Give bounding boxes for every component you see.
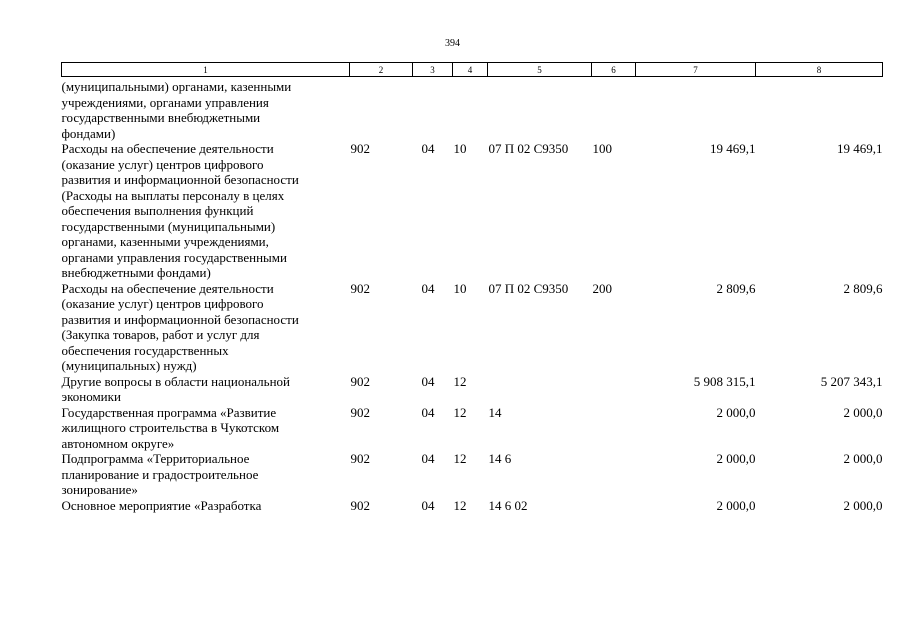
description-line: (Закупка товаров, работ и услуг для xyxy=(61,327,260,342)
description-line: органами управления государственными xyxy=(61,249,287,265)
expense-type-cell xyxy=(592,374,636,405)
description-cell xyxy=(62,77,350,142)
table-row xyxy=(62,451,883,498)
expense-type-cell: 200 xyxy=(592,280,612,296)
section-cell: 04 xyxy=(421,497,435,513)
description-line: развития и информационной безопасности xyxy=(61,311,299,327)
description-line: жилищного строительства в Чукотском xyxy=(61,420,280,435)
description-cell xyxy=(62,405,350,452)
description-cell xyxy=(62,141,350,281)
expense-type-cell: 100 xyxy=(592,141,612,156)
section-cell: 04 xyxy=(421,141,435,156)
section-cell: 04 xyxy=(421,404,435,420)
grbs-cell: 902 xyxy=(350,451,370,466)
header-col-3: 3 xyxy=(413,63,453,77)
description-line: Основное мероприятие «Разработка xyxy=(61,497,262,513)
target-article-cell: 14 6 xyxy=(488,451,512,466)
table-row xyxy=(62,77,883,142)
amount-year1-cell: 19 469,1 xyxy=(710,141,756,156)
amount-year1-cell: 2 000,0 xyxy=(716,497,756,513)
section-cell: 04 xyxy=(421,373,435,389)
description-line: обеспечения государственных xyxy=(61,342,229,358)
table-body xyxy=(62,77,883,514)
expense-type-cell xyxy=(592,405,636,452)
description-line: развития и информационной безопасности xyxy=(61,172,299,187)
subsection-cell: 12 xyxy=(453,497,467,513)
description-line: Расходы на обеспечение деятельности xyxy=(61,280,274,296)
grbs-cell: 902 xyxy=(350,280,370,296)
section-cell xyxy=(413,77,453,142)
table-row xyxy=(62,141,883,281)
description-line: (оказание услуг) центров цифрового xyxy=(61,296,264,311)
header-col-4: 4 xyxy=(453,63,488,77)
amount-year1-cell: 2 809,6 xyxy=(716,280,756,296)
description-line: (оказание услуг) центров цифрового xyxy=(61,156,264,172)
page-number: 394 xyxy=(445,38,460,49)
target-article-cell: 07 П 02 С9350 xyxy=(488,280,569,296)
target-article-cell: 14 6 02 xyxy=(488,497,528,513)
amount-year1-cell: 2 000,0 xyxy=(716,451,756,466)
amount-year2-cell: 2 000,0 xyxy=(843,451,883,466)
description-line: органами, казенными учреждениями, xyxy=(61,234,269,249)
expense-type-cell xyxy=(592,77,636,142)
header-col-7: 7 xyxy=(636,63,756,77)
description-line: Другие вопросы в области национальной xyxy=(61,373,290,389)
table-row xyxy=(62,405,883,452)
target-article-cell: 07 П 02 С9350 xyxy=(488,141,569,156)
description-line: планирование и градостроительное xyxy=(61,466,259,482)
description-line: учреждениями, органами управления xyxy=(61,94,269,110)
subsection-cell: 10 xyxy=(453,141,467,156)
target-article-cell xyxy=(488,77,592,142)
description-cell xyxy=(62,374,350,405)
subsection-cell: 12 xyxy=(453,373,467,389)
grbs-cell: 902 xyxy=(350,497,370,513)
table-header xyxy=(62,63,883,77)
description-line: внебюджетными фондами) xyxy=(61,265,211,280)
header-col-6: 6 xyxy=(592,63,636,77)
expense-type-cell xyxy=(592,498,636,514)
description-line: (муниципальных) нужд) xyxy=(61,358,197,373)
budget-table xyxy=(61,62,883,513)
description-line: Подпрограмма «Территориальное xyxy=(61,451,250,466)
description-cell xyxy=(62,281,350,374)
grbs-cell: 902 xyxy=(350,404,370,420)
amount-year2-cell: 2 000,0 xyxy=(843,497,883,513)
description-line: государственными (муниципальными) xyxy=(61,218,276,234)
amount-year1-cell: 5 908 315,1 xyxy=(693,373,756,389)
amount-year1-cell xyxy=(636,77,756,142)
table-row xyxy=(62,374,883,405)
subsection-cell xyxy=(453,77,488,142)
grbs-cell: 902 xyxy=(350,141,370,156)
amount-year2-cell: 19 469,1 xyxy=(837,141,883,156)
description-line: (муниципальными) органами, казенными xyxy=(61,79,292,94)
header-row xyxy=(62,63,883,77)
grbs-cell: 902 xyxy=(350,373,370,389)
description-line: фондами) xyxy=(61,125,116,141)
amount-year2-cell: 2 809,6 xyxy=(843,280,883,296)
subsection-cell: 12 xyxy=(453,404,467,420)
table-row xyxy=(62,498,883,514)
amount-year1-cell: 2 000,0 xyxy=(716,404,756,420)
description-line: зонирование» xyxy=(61,482,138,497)
amount-year2-cell xyxy=(756,77,883,142)
table-row xyxy=(62,281,883,374)
target-article-cell: 14 xyxy=(488,404,502,420)
section-cell: 04 xyxy=(421,280,435,296)
header-col-2: 2 xyxy=(350,63,413,77)
subsection-cell: 10 xyxy=(453,280,467,296)
subsection-cell: 12 xyxy=(453,451,467,466)
description-line: обеспечения выполнения функций xyxy=(61,203,254,218)
amount-year2-cell: 5 207 343,1 xyxy=(820,373,883,389)
description-line: экономики xyxy=(61,389,121,404)
expense-type-cell xyxy=(592,451,636,498)
description-line: (Расходы на выплаты персоналу в целях xyxy=(61,187,285,203)
target-article-cell xyxy=(488,374,592,405)
grbs-cell xyxy=(350,77,413,142)
header-col-5: 5 xyxy=(488,63,592,77)
description-line: Расходы на обеспечение деятельности xyxy=(61,141,274,156)
description-cell xyxy=(62,498,350,514)
header-col-1: 1 xyxy=(62,63,350,77)
description-line: государственными внебюджетными xyxy=(61,110,261,125)
description-line: автономном округе» xyxy=(61,435,175,451)
description-cell xyxy=(62,451,350,498)
section-cell: 04 xyxy=(421,451,435,466)
amount-year2-cell: 2 000,0 xyxy=(843,404,883,420)
header-col-8: 8 xyxy=(756,63,883,77)
description-line: Государственная программа «Развитие xyxy=(61,404,277,420)
